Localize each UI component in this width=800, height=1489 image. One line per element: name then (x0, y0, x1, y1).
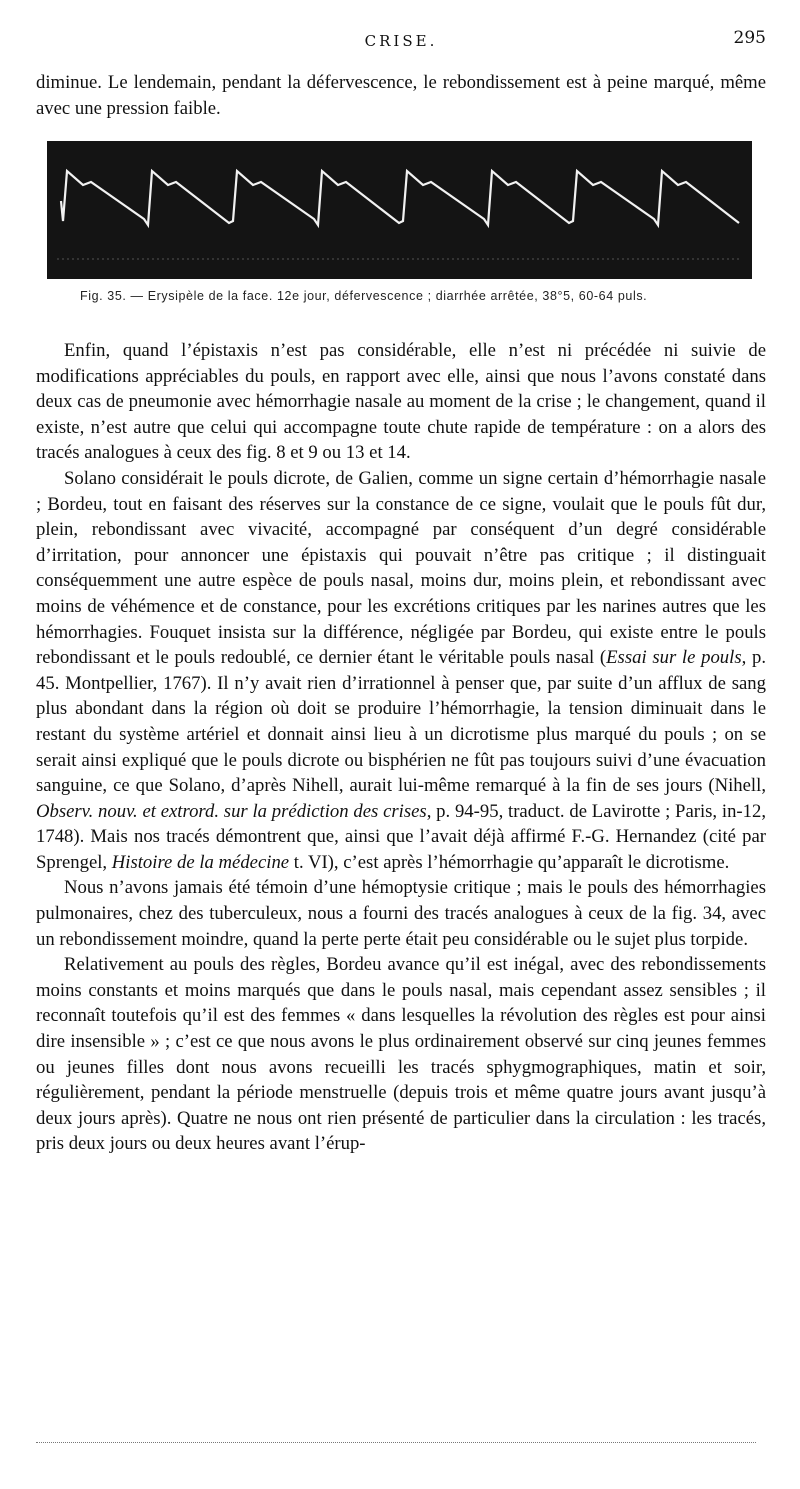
running-title: CRISE. (364, 32, 438, 50)
page-bottom-rule (36, 1442, 756, 1443)
paragraph-continued: diminue. Le lendemain, pendant la défervescence, le rebondissement est à peine marqué, même avec une pression faible. (36, 72, 766, 119)
paragraph-epistaxis: Enfin, quand l’épistaxis n’est pas considérable, elle n’est ni précédée ni suivie de modifications appréciables du pouls, en rapport avec elle, ainsi que nous l’avons constaté dans deux cas de pneumonie avec hémorrhagie nasale au moment de la crise ; le changement, quand il existe, n’est autre que celui qui accompagne toute chute rapide de température : on a alors des tracés analogues à ceux des fig. 8 et 9 ou 13 et 14. (36, 340, 766, 464)
pulse-tracing (47, 141, 752, 279)
italic-title: Essai sur le pouls (606, 647, 742, 669)
page-header (36, 24, 766, 56)
italic-title: Observ. nouv. et extrord. sur la prédiction des crises (36, 800, 427, 822)
sphygmograph-figure (47, 141, 752, 279)
pulse-trace (57, 171, 742, 259)
pulse-trace-line (61, 171, 739, 225)
figure-caption: Fig. 35. — Erysipèle de la face. 12e jour, défervescence ; diarrhée arrêtée, 38°5, 60-64 puls. (80, 289, 648, 303)
paragraph-solano (36, 466, 766, 876)
text-run: , p. 45. Montpellier, 1767). Il n’y avait rien d’irrationnel à penser que, par suite d’un afflux de sang plus abondant dans la région où doit se produire l’hémorrhagie, la tension diminuait dans le restant du système artériel et donnait ainsi lieu à un dicrotisme plus marqué du pouls ; on se serait ainsi expliqué que le pouls dicrote ou bisphérien ne fût pas toujours suivi d’une évacuation sanguine, ce que Solano, d’après Nihell, aurait lui-même remarqué à la fin de ses jours (Nihell, (36, 647, 766, 797)
paragraph-regles: Relativement au pouls des règles, Bordeu avance qu’il est inégal, avec des rebondissements moins constants et moins marqués que dans le pouls nasal, mais cependant assez sensibles ; il reconnaît toutefois qu’il est des femmes « dans lesquelles la révolution des règles est pour ainsi dire insensible » ; c’est ce que nous avons le plus ordinairement observé sur cinq jeunes femmes ou jeunes filles dont nous avons recueilli les tracés sphygmographiques, matin et soir, régulièrement, pendant la période menstruelle (depuis trois et même quatre jours avant jusqu’à deux jours après). Quatre ne nous ont rien présenté de particulier dans la circulation : les tracés, pris deux jours ou deux heures avant l’érup- (36, 954, 766, 1155)
text-run: Solano considérait le pouls dicrote, de Galien, comme un signe certain d’hémorrhagie nasale ; Bordeu, tout en faisant des réserves sur la constance de ce signe, voulait que le pouls fût dur, plein, rebondissant avec vivacité, accompagné par conséquent d’un degré considérable d’irritation, pour annoncer une épistaxis qui pouvait n’être pas critique ; il distinguait conséquemment une autre espèce de pouls nasal, moins dur, moins plein, et rebondissant avec moins de véhémence et de constance, pour les excrétions critiques par les narines autres que les hémorrhagies. Fouquet insista sur la différence, négligée par Bordeu, qui existe entre le pouls rebondissant et le pouls redoublé, ce dernier étant le véritable pouls nasal ( (36, 467, 766, 669)
text-block-main (36, 338, 766, 1157)
text-run: t. VI), c’est après l’hémorrhagie qu’apparaît le dicrotisme. (289, 851, 730, 873)
page-number: 295 (733, 28, 766, 48)
text-block-top (36, 70, 766, 121)
text-run: , p. 94-95, traduct. de Lavirotte ; Paris, in-12, 1748). Mais nos tracés démontrent que, ainsi que l’avait déjà affirmé F.-G. Hernandez (cité par Sprengel, (36, 800, 766, 873)
italic-title: Histoire de la médecine (111, 851, 290, 873)
paragraph-hemoptysie: Nous n’avons jamais été témoin d’une hémoptysie critique ; mais le pouls des hémorrhagies pulmonaires, chez des tuberculeux, nous a fourni des tracés analogues à ceux de la fig. 34, avec un rebondissement moindre, quand la perte perte était peu considérable ou le sujet plus torpide. (36, 877, 766, 950)
